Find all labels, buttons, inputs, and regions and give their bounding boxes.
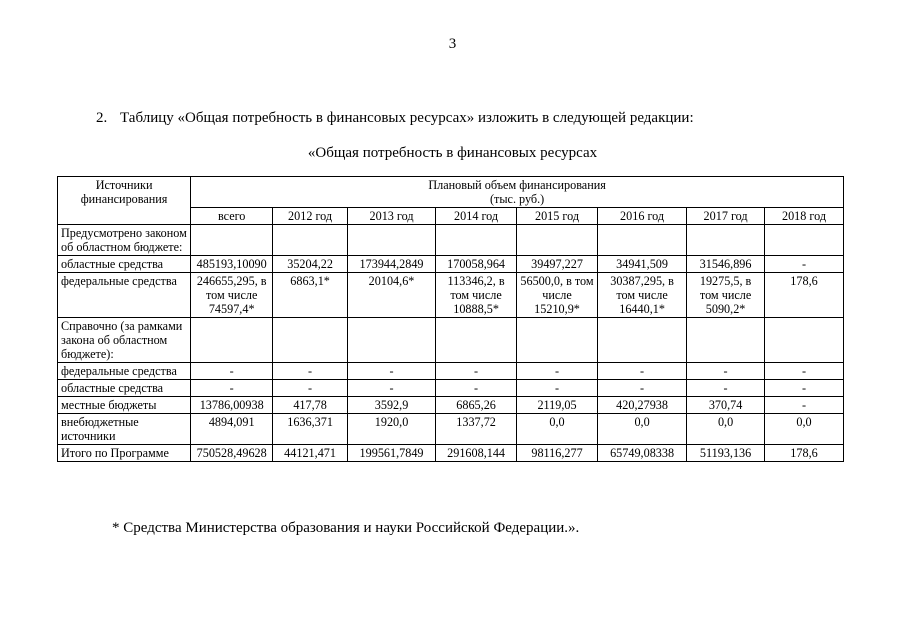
table-cell: -	[687, 380, 765, 397]
table-cell: 417,78	[273, 397, 348, 414]
table-title: «Общая потребность в финансовых ресурсах	[307, 145, 598, 161]
table-row	[58, 363, 844, 380]
table-cell: 0,0	[765, 414, 844, 445]
volume-header-line2: (тыс. руб.)	[489, 192, 545, 206]
table-cell: -	[765, 380, 844, 397]
table-cell	[436, 225, 517, 256]
column-header: 2017 год	[687, 208, 765, 225]
table-cell	[191, 225, 273, 256]
page-number: 3	[448, 36, 457, 52]
table-cell: 44121,471	[273, 445, 348, 462]
table-cell: 6865,26	[436, 397, 517, 414]
table-row	[58, 318, 844, 363]
table-cell: 1337,72	[436, 414, 517, 445]
table-cell: 98116,277	[517, 445, 598, 462]
table-cell	[765, 225, 844, 256]
row-label: Итого по Программе	[58, 445, 191, 462]
table-cell: 0,0	[598, 414, 687, 445]
table-cell	[598, 318, 687, 363]
column-header: 2018 год	[765, 208, 844, 225]
table-cell: -	[687, 363, 765, 380]
table-cell: -	[273, 380, 348, 397]
table-cell	[347, 318, 435, 363]
column-header: всего	[191, 208, 273, 225]
sources-header: Источники финансирования	[58, 177, 191, 225]
table-cell: 750528,49628	[191, 445, 273, 462]
row-label: областные средства	[58, 256, 191, 273]
table-cell: -	[191, 380, 273, 397]
row-label: Справочно (за рамками закона об областном бюджете):	[58, 318, 191, 363]
table-cell	[765, 318, 844, 363]
table-cell: 1920,0	[347, 414, 435, 445]
table-cell: -	[598, 363, 687, 380]
table-cell: 35204,22	[273, 256, 348, 273]
table-row	[58, 273, 844, 318]
volume-header-line1: Плановый объем финансирования	[428, 178, 606, 192]
table-cell: -	[765, 363, 844, 380]
row-label: местные бюджеты	[58, 397, 191, 414]
table-cell: 420,27938	[598, 397, 687, 414]
table-cell	[347, 225, 435, 256]
column-header: 2015 год	[517, 208, 598, 225]
table-cell: 485193,10090	[191, 256, 273, 273]
row-label: областные средства	[58, 380, 191, 397]
table-cell: -	[347, 380, 435, 397]
table-cell: 246655,295, в том числе 74597,4*	[191, 273, 273, 318]
table-cell: 370,74	[687, 397, 765, 414]
table-cell	[517, 318, 598, 363]
table-cell: -	[517, 363, 598, 380]
row-label: внебюджетные источники	[58, 414, 191, 445]
table-cell: -	[598, 380, 687, 397]
table-row	[58, 380, 844, 397]
table-cell: 199561,7849	[347, 445, 435, 462]
table-cell: -	[347, 363, 435, 380]
column-header: 2016 год	[598, 208, 687, 225]
instruction-number: 2.	[96, 110, 108, 126]
table-row	[58, 225, 844, 256]
footnote: * Средства Министерства образования и науки Российской Федерации.».	[112, 520, 580, 536]
row-label: федеральные средства	[58, 363, 191, 380]
table-cell: -	[517, 380, 598, 397]
column-header: 2012 год	[273, 208, 348, 225]
table-cell: 178,6	[765, 445, 844, 462]
table-cell: -	[436, 380, 517, 397]
instruction-paragraph	[96, 110, 694, 127]
table-cell: 65749,08338	[598, 445, 687, 462]
table-cell: 20104,6*	[347, 273, 435, 318]
table-cell: 170058,964	[436, 256, 517, 273]
table-cell: -	[191, 363, 273, 380]
table-cell: 113346,2, в том числе 10888,5*	[436, 273, 517, 318]
table-cell: 291608,144	[436, 445, 517, 462]
column-header: 2013 год	[347, 208, 435, 225]
table-cell: 19275,5, в том числе 5090,2*	[687, 273, 765, 318]
table-cell	[598, 225, 687, 256]
table-cell	[273, 318, 348, 363]
table-cell: 31546,896	[687, 256, 765, 273]
table-cell: 3592,9	[347, 397, 435, 414]
table-cell: 178,6	[765, 273, 844, 318]
row-label: Предусмотрено законом об областном бюджете:	[58, 225, 191, 256]
table-row	[58, 445, 844, 462]
table-cell: 0,0	[687, 414, 765, 445]
instruction-text: Таблицу «Общая потребность в финансовых ресурсах» изложить в следующей редакции:	[120, 110, 694, 126]
financing-table	[57, 176, 844, 462]
table-cell: 6863,1*	[273, 273, 348, 318]
table-cell	[517, 225, 598, 256]
table-cell: 30387,295, в том числе 16440,1*	[598, 273, 687, 318]
column-header: 2014 год	[436, 208, 517, 225]
table-cell: 2119,05	[517, 397, 598, 414]
table-cell: -	[273, 363, 348, 380]
table-cell: -	[436, 363, 517, 380]
table-cell	[687, 318, 765, 363]
volume-header	[191, 177, 844, 208]
table-cell	[191, 318, 273, 363]
row-label: федеральные средства	[58, 273, 191, 318]
table-cell: 39497,227	[517, 256, 598, 273]
table-cell: -	[765, 397, 844, 414]
table-cell: 51193,136	[687, 445, 765, 462]
table-cell: 4894,091	[191, 414, 273, 445]
table-cell	[273, 225, 348, 256]
table-cell	[436, 318, 517, 363]
table-cell: -	[765, 256, 844, 273]
table-cell: 56500,0, в том числе 15210,9*	[517, 273, 598, 318]
table-cell: 34941,509	[598, 256, 687, 273]
table-cell	[687, 225, 765, 256]
table-cell: 173944,2849	[347, 256, 435, 273]
table-cell: 1636,371	[273, 414, 348, 445]
table-row	[58, 414, 844, 445]
table-row	[58, 256, 844, 273]
table-row	[58, 397, 844, 414]
table-cell: 0,0	[517, 414, 598, 445]
table-cell: 13786,00938	[191, 397, 273, 414]
